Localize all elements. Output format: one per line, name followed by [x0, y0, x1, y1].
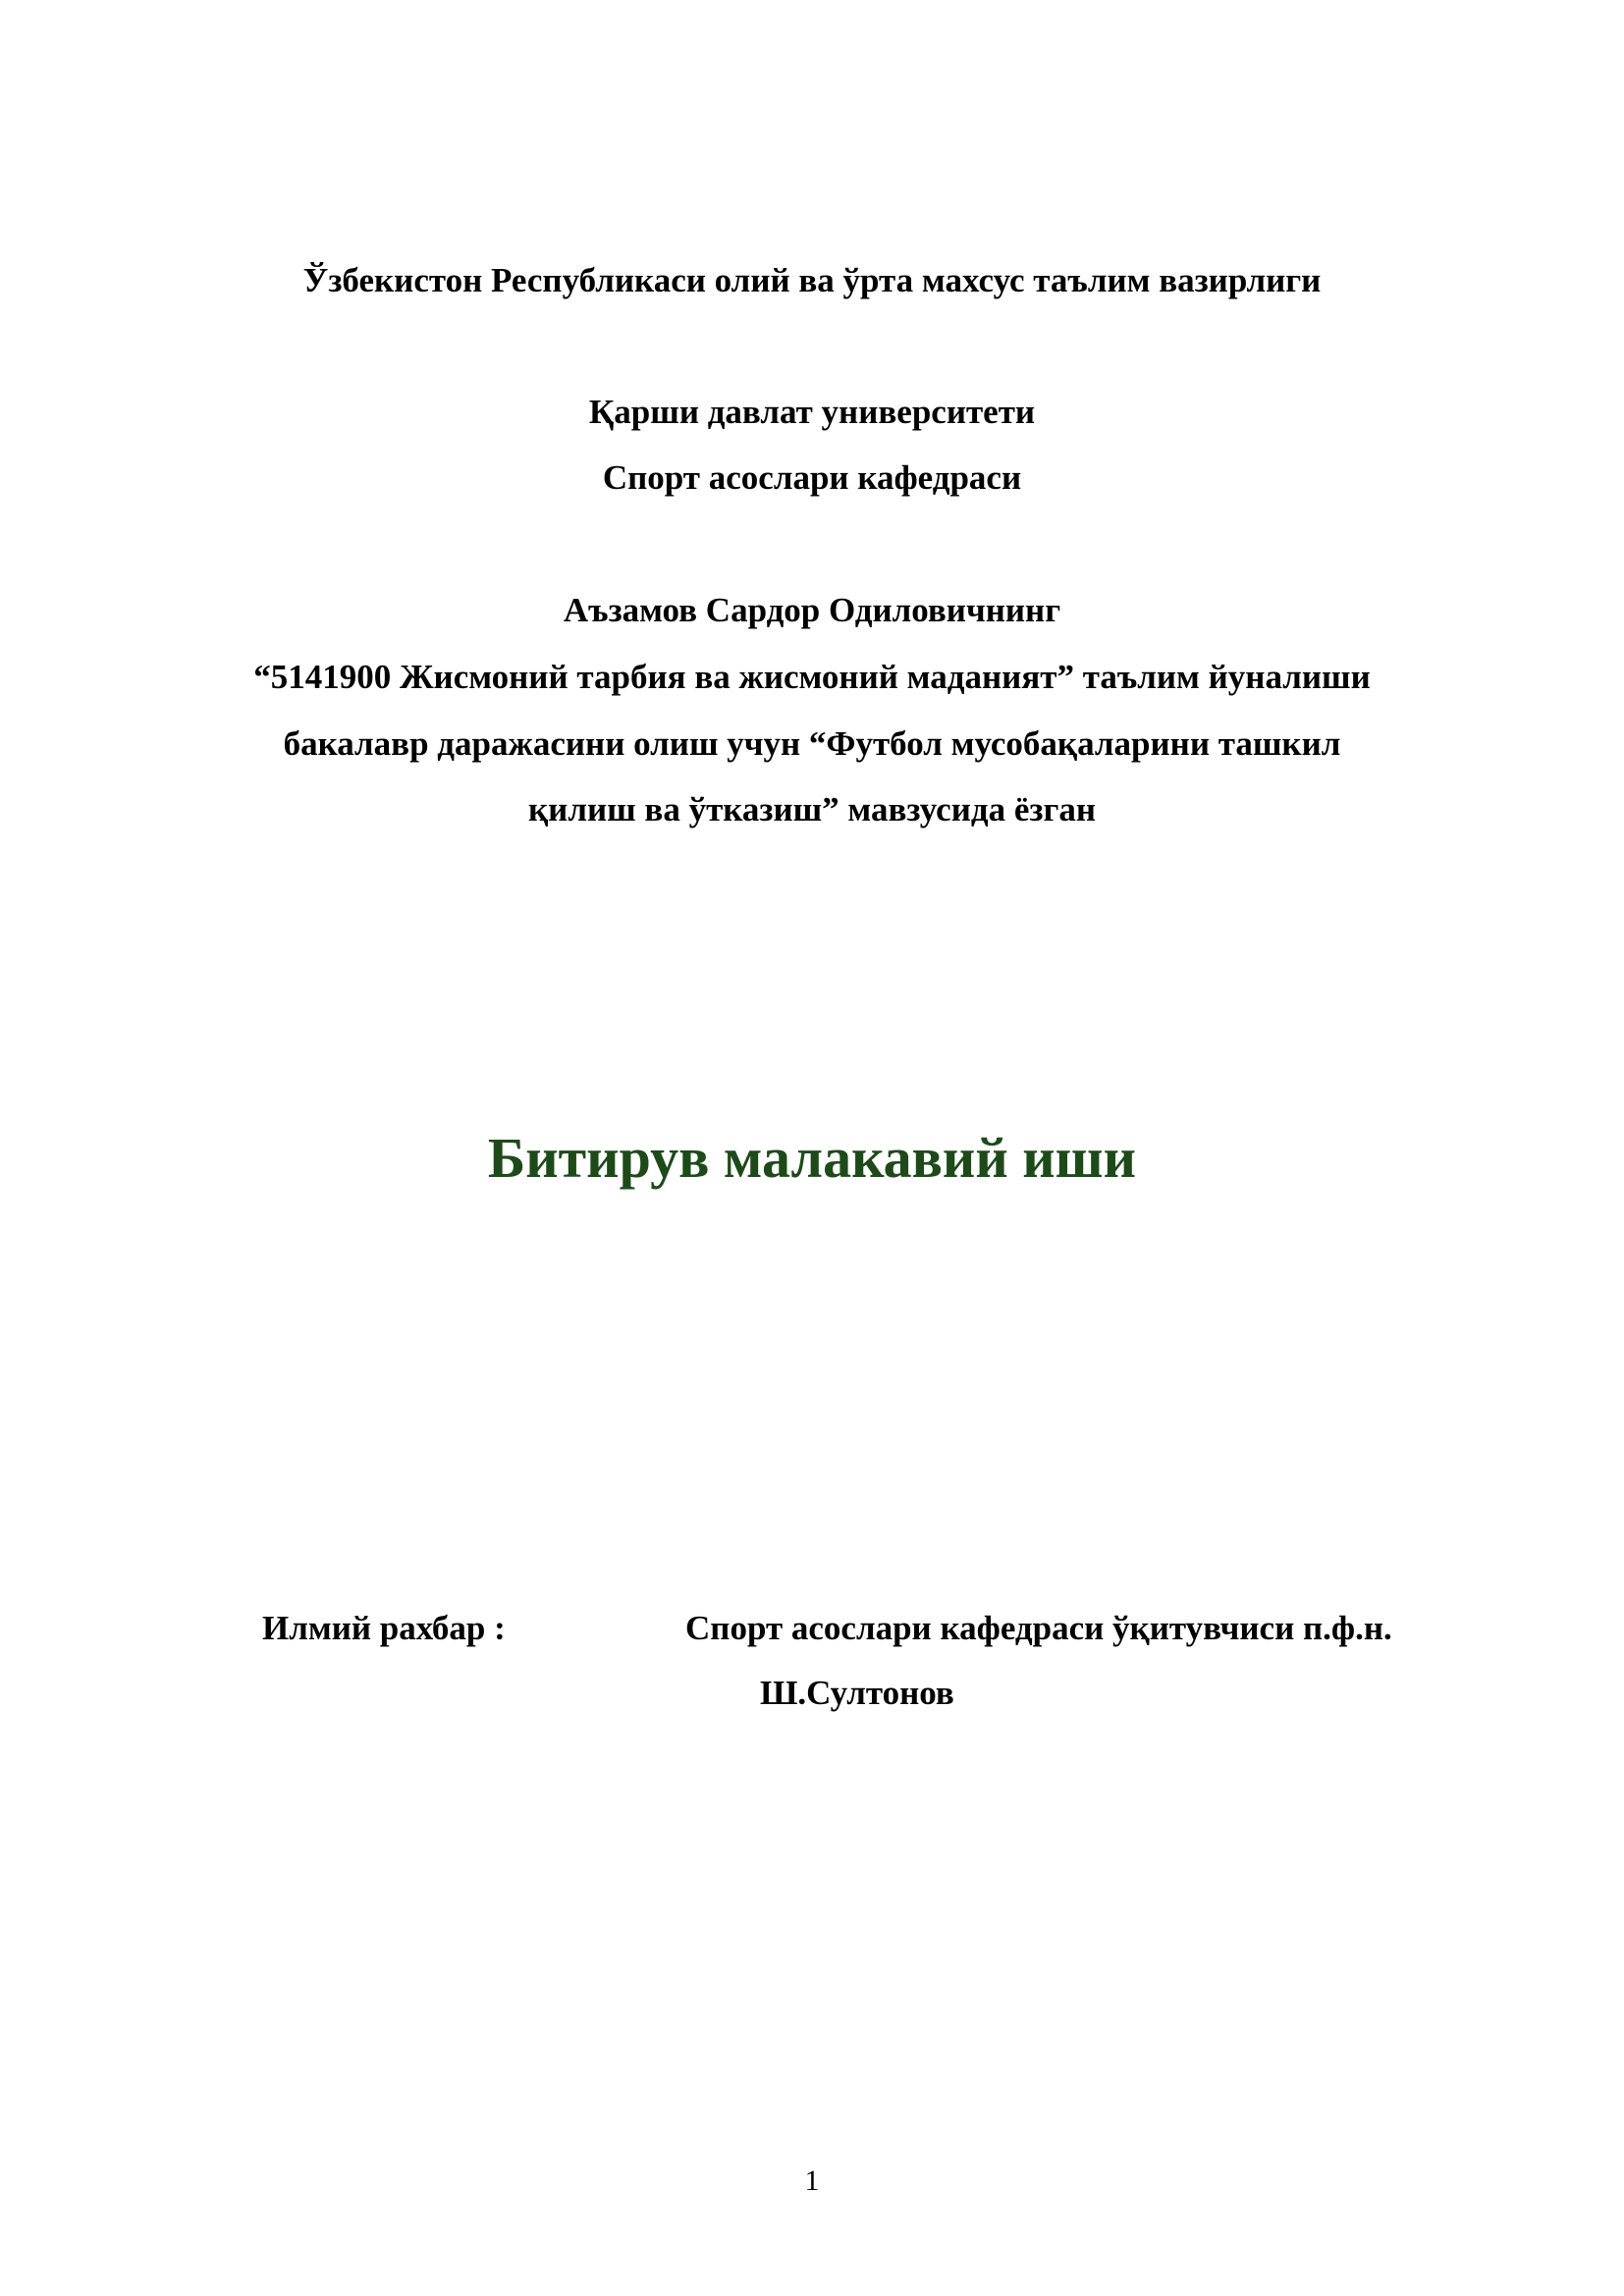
- supervisor-position: Спорт асослари кафедраси ўқитувчиси п.ф.н.: [685, 1609, 1392, 1647]
- thesis-description-line-2: бакалавр даражасини олиш учун “Футбол мусобақаларини ташкил: [283, 724, 1341, 763]
- supervisor-name: Ш.Султонов: [760, 1674, 954, 1712]
- university-name: Қарши давлат университети: [588, 393, 1036, 431]
- page-number: 1: [804, 2164, 820, 2197]
- thesis-description-line-1: “5141900 Жисмоний тарбия ва жисмоний маданият” таълим йуналиши: [253, 658, 1371, 696]
- department-name: Спорт асослари кафедраси: [602, 458, 1022, 497]
- author-name: Аъзамов Сардор Одиловичнинг: [563, 591, 1061, 629]
- supervisor-label: Илмий рахбар :: [262, 1609, 506, 1647]
- thesis-description-line-3: қилиш ва ўтказиш” мавзусида ёзган: [527, 790, 1096, 828]
- ministry-heading: Ўзбекистон Республикаси олий ва ўрта махсус таълим вазирлиги: [302, 261, 1322, 299]
- document-title: Битирув малакавий иши: [487, 1126, 1137, 1190]
